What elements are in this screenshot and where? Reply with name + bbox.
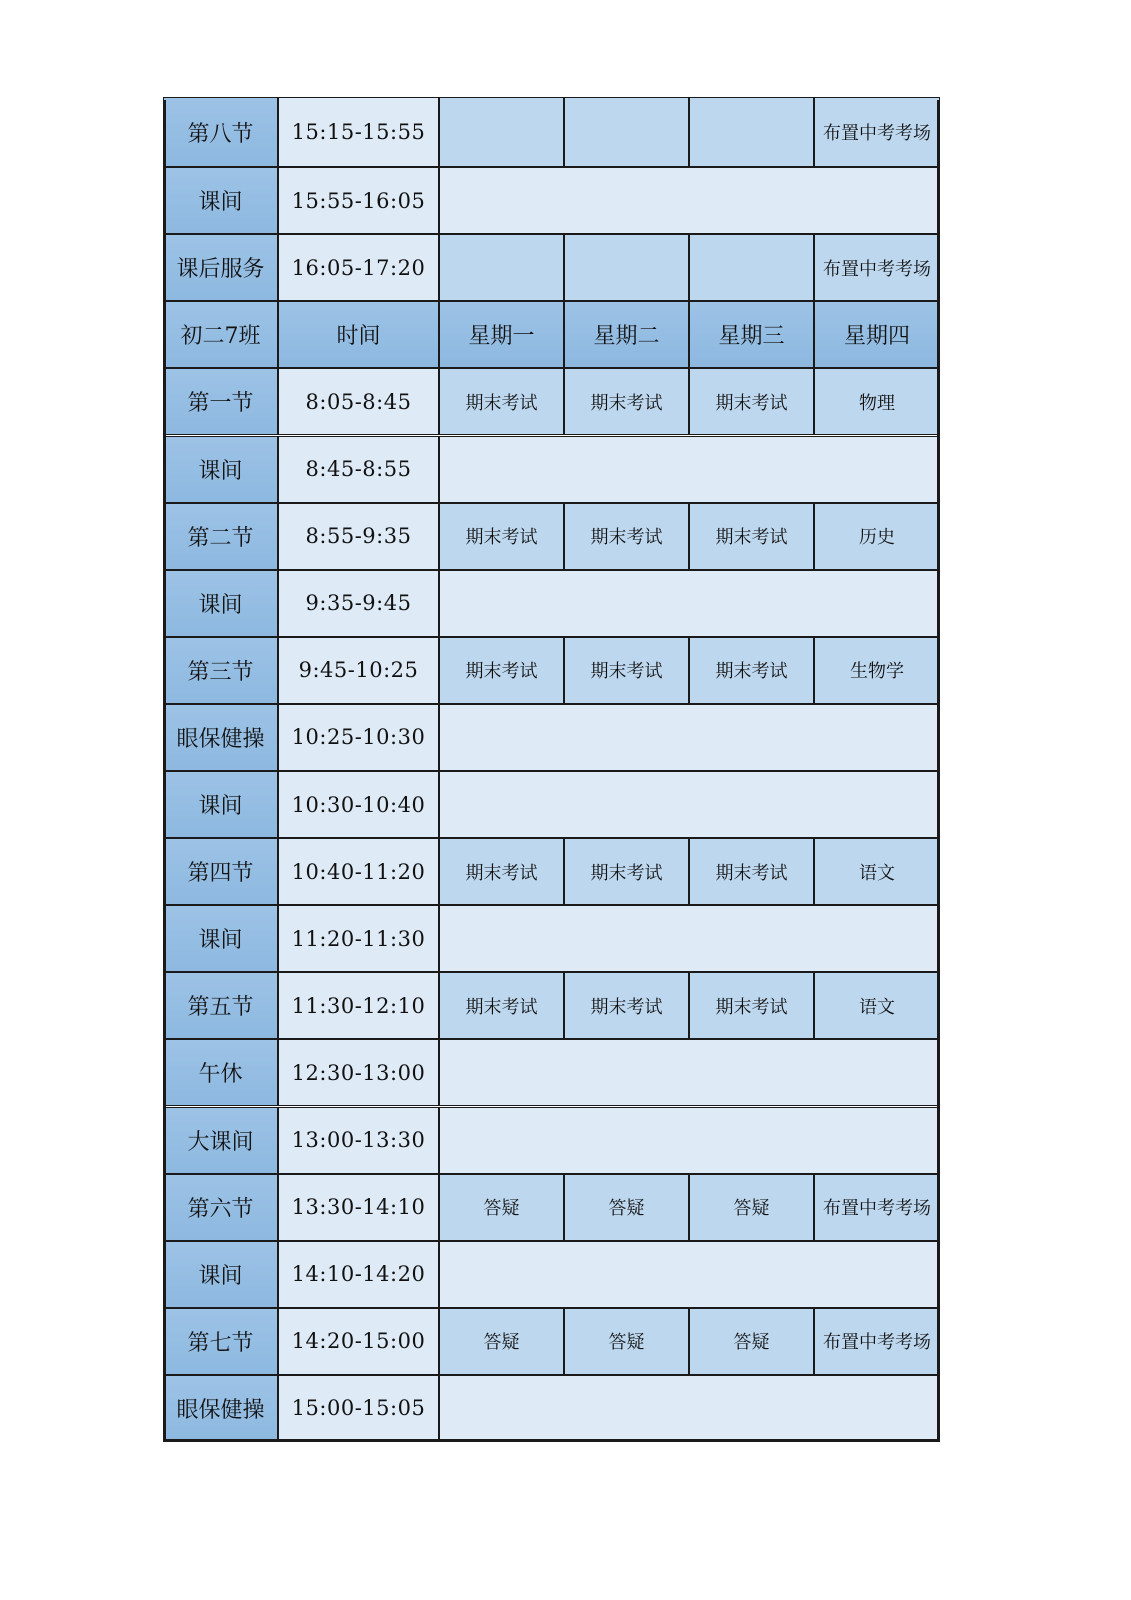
period-time: 10:40-11:20 (278, 838, 439, 905)
break-span-cell (439, 905, 940, 972)
subject-cell: 答疑 (564, 1308, 689, 1375)
subject-cell (439, 97, 564, 167)
subject-cell (439, 234, 564, 301)
break-span-cell (439, 771, 940, 838)
header-day-cell: 星期四 (814, 301, 940, 368)
class-name-cell: 初二7班 (163, 301, 278, 368)
period-label: 课后服务 (163, 234, 278, 301)
period-time: 11:20-11:30 (278, 905, 439, 972)
subject-cell: 布置中考考场 (814, 1174, 940, 1241)
subject-cell: 期末考试 (439, 368, 564, 435)
period-label: 课间 (163, 570, 278, 637)
subject-cell: 语文 (814, 838, 940, 905)
subject-cell: 期末考试 (689, 368, 814, 435)
header-time-cell: 时间 (278, 301, 439, 368)
break-span-cell (439, 1241, 940, 1308)
period-label: 第六节 (163, 1174, 278, 1241)
period-label: 第四节 (163, 838, 278, 905)
period-label: 课间 (163, 1241, 278, 1308)
period-time: 13:00-13:30 (278, 1107, 439, 1174)
period-label: 第七节 (163, 1308, 278, 1375)
break-span-cell (439, 1039, 940, 1106)
subject-cell (689, 97, 814, 167)
subject-cell: 布置中考考场 (814, 1308, 940, 1375)
subject-cell: 期末考试 (564, 972, 689, 1039)
subject-cell: 答疑 (439, 1174, 564, 1241)
subject-cell: 期末考试 (439, 503, 564, 570)
break-span-cell (439, 436, 940, 503)
period-time: 12:30-13:00 (278, 1039, 439, 1106)
subject-cell: 答疑 (689, 1174, 814, 1241)
subject-cell: 布置中考考场 (814, 234, 940, 301)
subject-cell (564, 234, 689, 301)
header-day-cell: 星期二 (564, 301, 689, 368)
period-time: 9:45-10:25 (278, 637, 439, 704)
period-label: 眼保健操 (163, 1375, 278, 1442)
subject-cell: 期末考试 (689, 503, 814, 570)
period-label: 课间 (163, 771, 278, 838)
break-span-cell (439, 570, 940, 637)
subject-cell: 物理 (814, 368, 940, 435)
period-label: 第五节 (163, 972, 278, 1039)
header-day-cell: 星期一 (439, 301, 564, 368)
subject-cell: 期末考试 (689, 972, 814, 1039)
period-time: 8:45-8:55 (278, 436, 439, 503)
break-span-cell (439, 704, 940, 771)
period-time: 11:30-12:10 (278, 972, 439, 1039)
subject-cell (689, 234, 814, 301)
period-time: 16:05-17:20 (278, 234, 439, 301)
period-label: 第一节 (163, 368, 278, 435)
period-time: 10:25-10:30 (278, 704, 439, 771)
period-label: 眼保健操 (163, 704, 278, 771)
subject-cell: 答疑 (439, 1308, 564, 1375)
subject-cell: 期末考试 (689, 838, 814, 905)
break-span-cell (439, 1375, 940, 1442)
subject-cell: 生物学 (814, 637, 940, 704)
period-label: 第八节 (163, 97, 278, 167)
subject-cell: 答疑 (564, 1174, 689, 1241)
subject-cell: 期末考试 (564, 503, 689, 570)
header-day-cell: 星期三 (689, 301, 814, 368)
subject-cell: 期末考试 (564, 368, 689, 435)
period-time: 8:05-8:45 (278, 368, 439, 435)
subject-cell: 布置中考考场 (814, 97, 940, 167)
subject-cell: 期末考试 (564, 838, 689, 905)
subject-cell: 历史 (814, 503, 940, 570)
subject-cell: 期末考试 (564, 637, 689, 704)
period-label: 第二节 (163, 503, 278, 570)
period-time: 15:15-15:55 (278, 97, 439, 167)
period-time: 15:00-15:05 (278, 1375, 439, 1442)
break-span-cell (439, 167, 940, 234)
period-time: 13:30-14:10 (278, 1174, 439, 1241)
subject-cell: 答疑 (689, 1308, 814, 1375)
subject-cell (564, 97, 689, 167)
period-time: 15:55-16:05 (278, 167, 439, 234)
subject-cell: 期末考试 (439, 838, 564, 905)
period-label: 课间 (163, 436, 278, 503)
period-time: 14:20-15:00 (278, 1308, 439, 1375)
period-label: 课间 (163, 167, 278, 234)
subject-cell: 期末考试 (689, 637, 814, 704)
subject-cell: 语文 (814, 972, 940, 1039)
subject-cell: 期末考试 (439, 972, 564, 1039)
period-time: 10:30-10:40 (278, 771, 439, 838)
period-time: 9:35-9:45 (278, 570, 439, 637)
period-time: 8:55-9:35 (278, 503, 439, 570)
period-label: 午休 (163, 1039, 278, 1106)
break-span-cell (439, 1107, 940, 1174)
period-label: 课间 (163, 905, 278, 972)
period-time: 14:10-14:20 (278, 1241, 439, 1308)
period-label: 大课间 (163, 1107, 278, 1174)
subject-cell: 期末考试 (439, 637, 564, 704)
period-label: 第三节 (163, 637, 278, 704)
